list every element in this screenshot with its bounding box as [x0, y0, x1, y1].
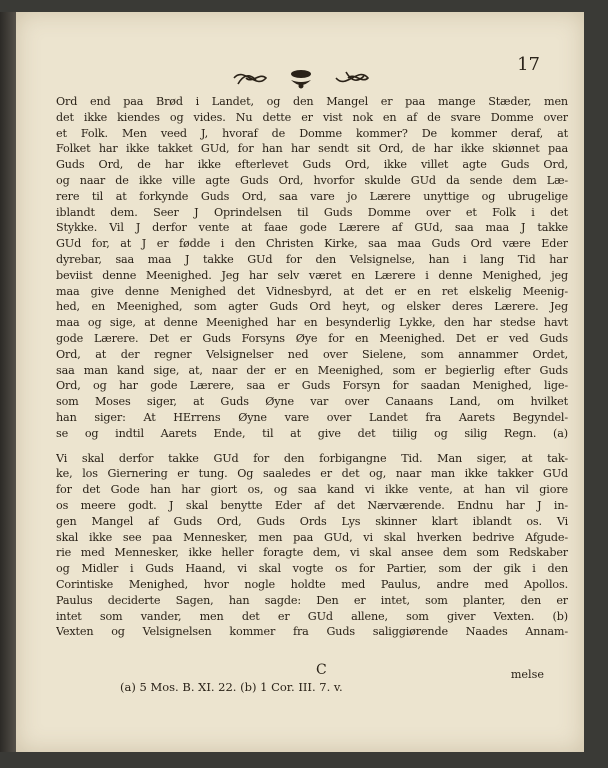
flourish-ornament-icon [216, 64, 386, 92]
body-text [56, 94, 568, 684]
text-line: Ord, at der regner Velsignelser ned over Sielene, som annammer Ordet, [56, 347, 568, 361]
text-line: gen Mangel af Guds Ord, Guds Ords Lys skinner klart iblandt os. Vi [56, 514, 568, 528]
text-line: gode Lærere. Det er Guds Forsyns Øye for en Meenighed. Det er ved Guds [56, 331, 568, 345]
text-line: skal ikke see paa Mennesker, men paa GUd, vi skal hverken bedrive Afgude- [56, 530, 568, 544]
page-number: 17 [517, 54, 540, 75]
text-line: maa give denne Menighed det Vidnesbyrd, at det er en ret elskelig Meenig- [56, 284, 568, 298]
text-line: Ord, og har gode Lærere, saa er Guds Forsyn for saadan Menighed, lige- [56, 379, 568, 393]
text-line: GUd for, at J er fødde i den Christen Kirke, saa maa Guds Ord være Eder [56, 237, 568, 251]
signature-mark: C [316, 662, 327, 678]
book-binding [0, 12, 16, 752]
text-line: Corintiske Menighed, hvor nogle holdte med Paulus, andre med Apollos. [56, 577, 568, 591]
text-line: som Moses siger, at Guds Øyne var over Canaans Land, om hvilket [56, 395, 568, 409]
catchword: melse [510, 668, 544, 681]
text-line: Vexten og Velsignelsen kommer fra Guds saliggiørende Naades Annam- [56, 625, 568, 639]
text-line: dyrebar, saa maa J takke GUd for den Velsignelse, han i lang Tid har [56, 252, 568, 266]
text-line: Vi skal derfor takke GUd for den forbigangne Tid. Man siger, at tak- [56, 451, 568, 465]
text-line: se og indtil Aarets Ende, til at give det tiilig og silig Regn. (a) [56, 426, 568, 440]
text-line: det ikke kiendes og vides. Nu dette er vist nok en af de svare Domme over [56, 110, 568, 124]
text-line: og naar de ikke ville agte Guds Ord, hvorfor skulde GUd da sende dem Læ- [56, 173, 568, 187]
text-line: rere til at forkynde Guds Ord, saa vare jo Lærere unyttige og ubrugelige [56, 189, 568, 203]
text-line: hed, en Meenighed, som agter Guds Ord heyt, og elsker deres Lærere. Jeg [56, 300, 568, 314]
book-page [16, 12, 584, 752]
text-line: et Folk. Men veed J, hvoraf de Domme kommer? De kommer deraf, at [56, 126, 568, 140]
footnotes: (a) 5 Mos. B. XI. 22. (b) 1 Cor. III. 7. v. [120, 680, 343, 694]
text-line: ke, los Giernering er tung. Og saaledes er det og, naar man ikke takker GUd [56, 467, 568, 481]
text-line: saa man kand sige, at, naar der er en Meenighed, som er begierlig efter Guds [56, 363, 568, 377]
text-line: og Midler i Guds Haand, vi skal vogte os for Partier, som der gik i den [56, 562, 568, 576]
text-line: Paulus deciderte Sagen, han sagde: Den er intet, som planter, den er [56, 593, 568, 607]
text-line: Folket har ikke takket GUd, for han har sendt sit Ord, de har ikke skiønnet paa [56, 142, 568, 156]
paragraph-1 [56, 94, 568, 442]
text-line: intet som vander, men det er GUd allene, som giver Vexten. (b) [56, 609, 568, 623]
text-line: Ord end paa Brød i Landet, og den Mangel er paa mange Stæder, men [56, 95, 568, 108]
text-line: Guds Ord, de har ikke efterlevet Guds Ord, ikke villet agte Guds Ord, [56, 158, 568, 172]
text-line: os meere godt. J skal benytte Eder af det Nærværende. Endnu har J in- [56, 498, 568, 512]
text-line: maa og sige, at denne Meenighed har en besynderlig Lykke, den har stedse havt [56, 316, 568, 330]
paragraph-2 [56, 451, 568, 641]
text-line: Stykke. Vil J derfor vente at faae gode Lærere af GUd, saa maa J takke [56, 221, 568, 235]
text-line: for det Gode han har giort os, og saa kand vi ikke vente, at han vil giore [56, 483, 568, 497]
text-line: rie med Mennesker, ikke heller foragte dem, vi skal ansee dem som Redskaber [56, 546, 568, 560]
text-line: beviist denne Meenighed. Jeg har selv været en Lærere i denne Menighed, jeg [56, 268, 568, 282]
text-line: han siger: At HErrens Øyne vare over Landet fra Aarets Begyndel- [56, 410, 568, 424]
text-line: iblandt dem. Seer J Oprindelsen til Guds Domme over et Folk i det [56, 205, 568, 219]
